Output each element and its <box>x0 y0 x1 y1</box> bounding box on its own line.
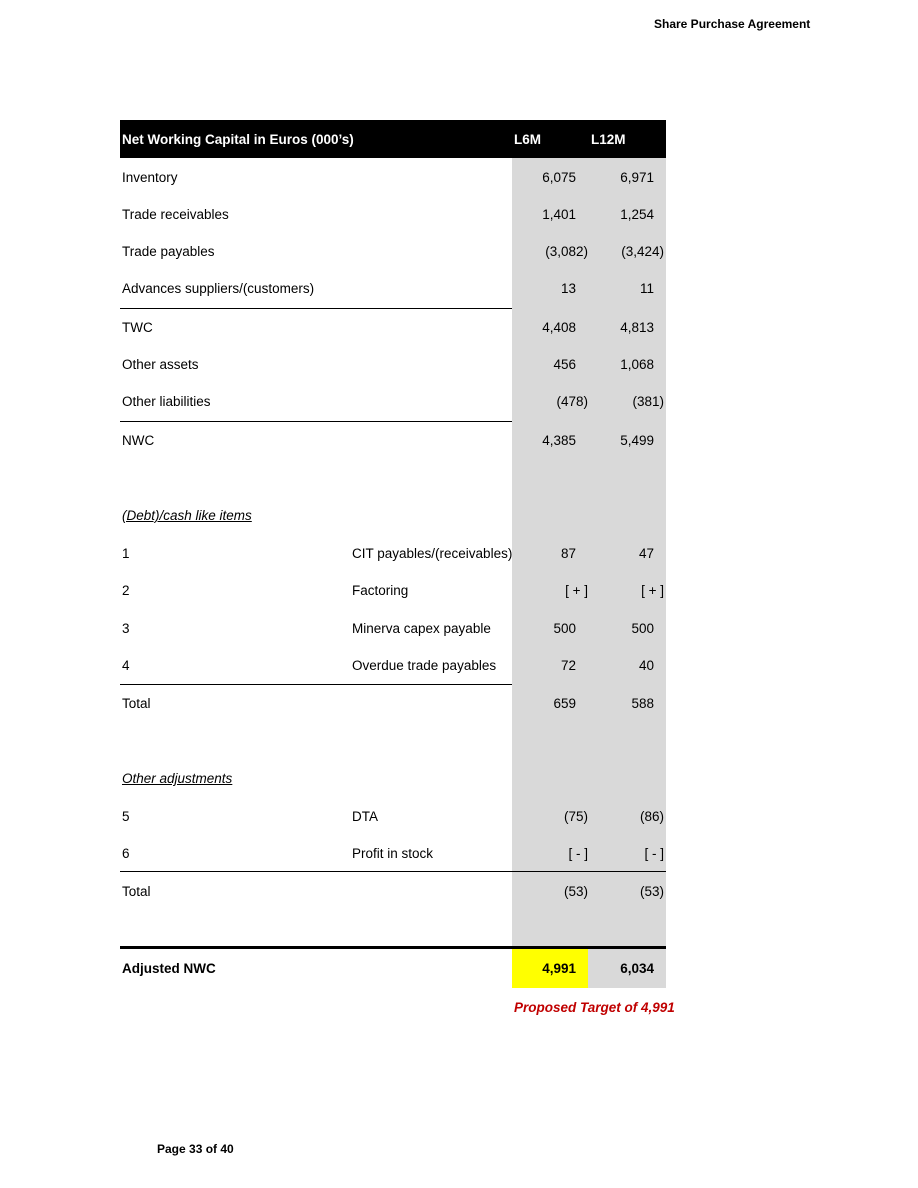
value-l12m: [ + ] <box>641 583 664 598</box>
table-header <box>120 120 666 158</box>
item-label: Factoring <box>352 583 409 598</box>
column-header-l6m: L6M <box>514 132 541 147</box>
table-row-other-liabilities <box>120 384 666 421</box>
row-label: Total <box>122 884 151 899</box>
value-l6m: (3,082) <box>545 244 588 259</box>
item-label: Minerva capex payable <box>352 621 491 636</box>
value-l12m: 500 <box>631 621 654 636</box>
row-label: Trade receivables <box>122 207 229 222</box>
row-label: Inventory <box>122 170 178 185</box>
value-l6m: (53) <box>563 884 588 899</box>
document-header-title: Share Purchase Agreement <box>654 17 811 31</box>
value-l6m: 4,991 <box>542 961 576 976</box>
table-row-trade-payables <box>120 234 666 271</box>
table-row-other-assets <box>120 347 666 384</box>
table-row-debt-1 <box>120 536 666 573</box>
value-l12m: 47 <box>638 546 654 561</box>
table-row-other-6 <box>120 836 666 873</box>
value-l6m: [ + ] <box>565 583 588 598</box>
value-l12m: 40 <box>638 658 654 673</box>
row-label: NWC <box>122 433 155 448</box>
value-l6m: 1,401 <box>542 207 576 222</box>
value-l6m: (75) <box>563 809 588 824</box>
table-row-debt-4 <box>120 648 666 685</box>
subtotal-rule <box>120 308 512 309</box>
item-number: 5 <box>122 809 130 824</box>
table-row-trade-receivables <box>120 197 666 234</box>
table-row-nwc <box>120 423 666 460</box>
item-number: 3 <box>122 621 130 636</box>
total-rule <box>120 946 666 949</box>
section-heading-debt <box>120 498 666 535</box>
row-label: Other liabilities <box>122 394 211 409</box>
page-number: Page 33 of 40 <box>157 1142 234 1156</box>
value-l6m: 456 <box>553 357 576 372</box>
value-l6m: [ - ] <box>568 846 588 861</box>
value-l12m: (86) <box>639 809 664 824</box>
table-title: Net Working Capital in Euros (000’s) <box>122 132 354 147</box>
item-label: CIT payables/(receivables) <box>352 546 513 561</box>
value-l12m: 1,068 <box>620 357 654 372</box>
item-number: 1 <box>122 546 130 561</box>
subtotal-rule <box>120 871 666 872</box>
table-row-debt-total <box>120 686 666 723</box>
table-row-advances <box>120 271 666 308</box>
value-l6m: (478) <box>556 394 588 409</box>
item-number: 4 <box>122 658 130 673</box>
proposed-target-note: Proposed Target of 4,991 <box>514 1000 675 1015</box>
value-l12m: (381) <box>632 394 664 409</box>
table-row-inventory <box>120 160 666 197</box>
table-row-other-total <box>120 874 666 911</box>
item-number: 2 <box>122 583 130 598</box>
table-row-debt-3 <box>120 611 666 648</box>
table-row-other-5 <box>120 799 666 836</box>
section-heading-other <box>120 761 666 798</box>
value-l6m: 6,075 <box>542 170 576 185</box>
column-header-l12m: L12M <box>591 132 626 147</box>
value-l12m: 4,813 <box>620 320 654 335</box>
item-number: 6 <box>122 846 130 861</box>
row-label: Other assets <box>122 357 199 372</box>
row-label: Total <box>122 696 151 711</box>
item-label: Overdue trade payables <box>352 658 497 673</box>
subtotal-rule <box>120 421 512 422</box>
value-l12m: 5,499 <box>620 433 654 448</box>
row-label: Advances suppliers/(customers) <box>122 281 315 296</box>
table-row-adjusted-nwc <box>120 951 666 988</box>
row-label: TWC <box>122 320 153 335</box>
table-row-twc <box>120 310 666 347</box>
subtotal-rule <box>120 684 512 685</box>
row-label: Trade payables <box>122 244 215 259</box>
value-l6m: 72 <box>560 658 576 673</box>
value-l12m: (53) <box>639 884 664 899</box>
section-title: (Debt)/cash like items <box>122 508 252 523</box>
value-l12m: 1,254 <box>620 207 654 222</box>
item-label: DTA <box>352 809 378 824</box>
value-l6m: 4,385 <box>542 433 576 448</box>
value-l12m: [ - ] <box>644 846 664 861</box>
section-title: Other adjustments <box>122 771 233 786</box>
value-l6m: 13 <box>560 281 576 296</box>
value-l12m: 11 <box>639 281 654 296</box>
value-l12m: 588 <box>631 696 654 711</box>
table-row-debt-2 <box>120 573 666 610</box>
value-l6m: 87 <box>560 546 576 561</box>
value-l12m: 6,034 <box>620 961 654 976</box>
value-l6m: 4,408 <box>542 320 576 335</box>
value-l12m: (3,424) <box>621 244 664 259</box>
value-l6m: 659 <box>553 696 576 711</box>
value-l12m: 6,971 <box>620 170 654 185</box>
row-label: Adjusted NWC <box>122 961 216 976</box>
value-l6m: 500 <box>553 621 576 636</box>
item-label: Profit in stock <box>352 846 434 861</box>
